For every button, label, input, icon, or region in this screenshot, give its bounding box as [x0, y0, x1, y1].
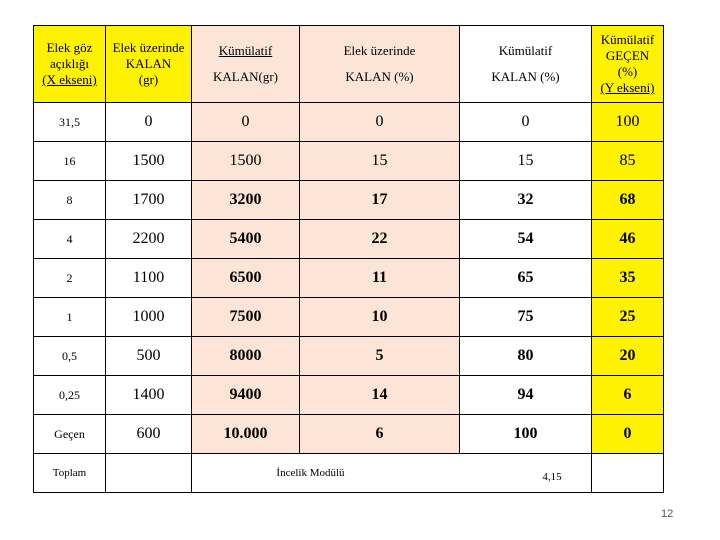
table-row	[34, 181, 664, 220]
cell-sieve-opening: 2	[34, 259, 106, 298]
cell-retained-percent: 14	[300, 376, 460, 415]
cell-cumulative-gr: 7500	[192, 298, 300, 337]
table-row	[34, 415, 664, 454]
cell-passing-percent: 68	[592, 181, 664, 220]
cell-cumulative-percent: 32	[460, 181, 592, 220]
table-row	[34, 259, 664, 298]
cell-sieve-opening: Geçen	[34, 415, 106, 454]
fineness-modulus-label: İncelik Modülü	[276, 467, 345, 479]
cell-retained-percent: 22	[300, 220, 460, 259]
cell-cumulative-gr: 10.000	[192, 415, 300, 454]
cell-passing-percent: 6	[592, 376, 664, 415]
cell-cumulative-percent: 15	[460, 142, 592, 181]
fineness-modulus-cell	[192, 454, 592, 493]
table-row	[34, 298, 664, 337]
table-row	[34, 220, 664, 259]
cell-cumulative-percent: 100	[460, 415, 592, 454]
cell-passing-percent: 85	[592, 142, 664, 181]
cell-sieve-opening: 16	[34, 142, 106, 181]
table-row	[34, 337, 664, 376]
cell-retained-gr: 2200	[106, 220, 192, 259]
cell-retained-percent: 17	[300, 181, 460, 220]
header-cumulative-retained-percent: Kümülatif KALAN (%)	[460, 26, 592, 103]
cell-cumulative-gr: 1500	[192, 142, 300, 181]
cell-sieve-opening: 0,5	[34, 337, 106, 376]
cell-retained-percent: 10	[300, 298, 460, 337]
header-cumulative-retained-gr: Kümülatif KALAN(gr)	[192, 26, 300, 103]
cell-retained-percent: 11	[300, 259, 460, 298]
cell-sieve-opening: 0,25	[34, 376, 106, 415]
cell-retained-percent: 5	[300, 337, 460, 376]
cell-retained-gr: 1500	[106, 142, 192, 181]
cell-passing-percent: 0	[592, 415, 664, 454]
header-retained-gr: Elek üzerinde KALAN (gr)	[106, 26, 192, 103]
cell-cumulative-percent: 0	[460, 103, 592, 142]
cell-passing-percent: 20	[592, 337, 664, 376]
cell-cumulative-percent: 75	[460, 298, 592, 337]
cell-retained-gr: 1700	[106, 181, 192, 220]
cell-retained-gr: 1000	[106, 298, 192, 337]
total-last-cell	[592, 454, 664, 493]
total-label: Toplam	[34, 454, 106, 493]
page-number: 12	[661, 508, 674, 520]
cell-cumulative-percent: 94	[460, 376, 592, 415]
header-row	[34, 26, 664, 103]
total-empty-cell	[106, 454, 192, 493]
cell-retained-gr: 1400	[106, 376, 192, 415]
cell-cumulative-gr: 6500	[192, 259, 300, 298]
cell-cumulative-gr: 8000	[192, 337, 300, 376]
cell-cumulative-gr: 0	[192, 103, 300, 142]
cell-cumulative-percent: 54	[460, 220, 592, 259]
cell-cumulative-gr: 3200	[192, 181, 300, 220]
table-row	[34, 376, 664, 415]
cell-retained-percent: 6	[300, 415, 460, 454]
cell-retained-gr: 600	[106, 415, 192, 454]
cell-sieve-opening: 4	[34, 220, 106, 259]
cell-cumulative-gr: 9400	[192, 376, 300, 415]
cell-sieve-opening: 1	[34, 298, 106, 337]
cell-retained-gr: 0	[106, 103, 192, 142]
cell-passing-percent: 46	[592, 220, 664, 259]
cell-sieve-opening: 8	[34, 181, 106, 220]
cell-cumulative-percent: 80	[460, 337, 592, 376]
sieve-analysis-table	[33, 25, 664, 493]
fineness-modulus-value: 4,15	[542, 471, 562, 483]
cell-retained-percent: 15	[300, 142, 460, 181]
table-row	[34, 142, 664, 181]
cell-retained-percent: 0	[300, 103, 460, 142]
cell-retained-gr: 1100	[106, 259, 192, 298]
total-row	[34, 454, 664, 493]
header-retained-percent: Elek üzerinde KALAN (%)	[300, 26, 460, 103]
cell-retained-gr: 500	[106, 337, 192, 376]
cell-passing-percent: 25	[592, 298, 664, 337]
header-cumulative-passing-percent: Kümülatif GEÇEN (%) (Y ekseni)	[592, 26, 664, 103]
cell-sieve-opening: 31,5	[34, 103, 106, 142]
header-sieve-opening: Elek göz açıklığı (X ekseni)	[34, 26, 106, 103]
table-row	[34, 103, 664, 142]
cell-passing-percent: 35	[592, 259, 664, 298]
cell-cumulative-percent: 65	[460, 259, 592, 298]
cell-passing-percent: 100	[592, 103, 664, 142]
cell-cumulative-gr: 5400	[192, 220, 300, 259]
